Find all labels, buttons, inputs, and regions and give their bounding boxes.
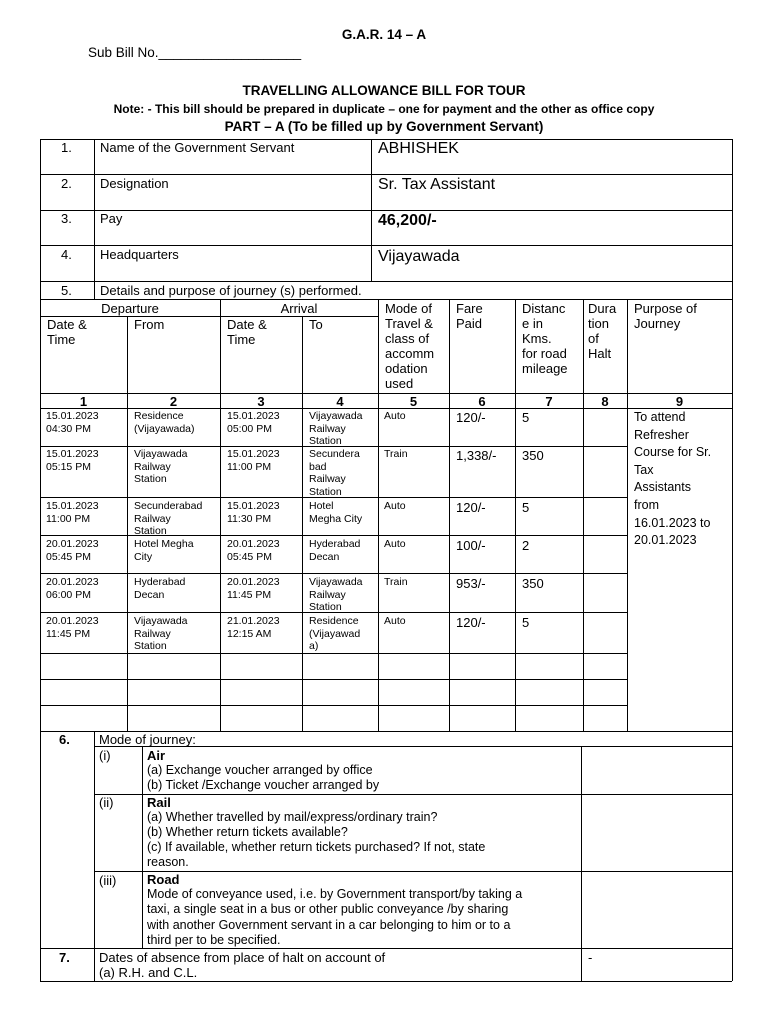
header-duration: Dura tion of Halt: [588, 301, 617, 361]
employee-pay: 46,200/-: [378, 212, 437, 229]
arrival-datetime: 15.01.2023 11:30 PM: [227, 500, 280, 525]
departure-datetime: 20.01.2023 11:45 PM: [46, 615, 99, 640]
field-number: 3.: [61, 211, 72, 226]
column-number: 8: [601, 394, 609, 409]
departure-from: Residence (Vijayawada): [134, 410, 195, 435]
departure-from: Vijayawada Railway Station: [134, 448, 188, 486]
column-number: 5: [409, 394, 418, 409]
journey-purpose: To attend Refresher Course for Sr. Tax Assistants from 16.01.2023 to 20.01.2023: [634, 410, 712, 548]
absence-label: Dates of absence from place of halt on account of: [99, 950, 386, 965]
absence-value: -: [588, 950, 593, 965]
departure-datetime: 20.01.2023 05:45 PM: [46, 538, 99, 563]
arrival-to: Hotel Megha City: [309, 500, 363, 525]
fare-paid: 100/-: [456, 538, 486, 553]
header-fare: Fare Paid: [456, 301, 483, 331]
departure-from: Hotel Megha City: [134, 538, 194, 563]
mode-air-item-a: (a) Exchange voucher arranged by office: [147, 763, 373, 777]
travel-mode: Train: [384, 448, 408, 460]
arrival-to: Residence (Vijayawad a): [309, 615, 361, 653]
journey-number: 5.: [61, 283, 72, 298]
arrival-datetime: 15.01.2023 05:00 PM: [227, 410, 280, 435]
travel-mode: Auto: [384, 500, 406, 512]
header-arrival-date: Date & Time: [227, 317, 267, 347]
travel-mode: Auto: [384, 615, 406, 627]
fare-paid: 120/-: [456, 500, 486, 515]
header-to: To: [309, 317, 323, 332]
mode-rail-item-a: (a) Whether travelled by mail/express/ordinary train?: [147, 810, 438, 824]
departure-datetime: 20.01.2023 06:00 PM: [46, 576, 99, 601]
travel-mode: Auto: [384, 410, 406, 422]
header-distance: Distanc e in Kms. for road mileage: [522, 301, 568, 376]
field-label: Headquarters: [100, 247, 179, 262]
arrival-to: Vijayawada Railway Station: [309, 576, 363, 614]
column-number: 6: [478, 394, 486, 409]
distance-km: 2: [522, 538, 530, 553]
column-number: 9: [675, 394, 684, 409]
arrival-to: Hyderabad Decan: [309, 538, 361, 563]
mode-air-title: Air: [147, 748, 166, 763]
field-label: Designation: [100, 176, 169, 191]
distance-km: 5: [522, 615, 530, 630]
mode-of-journey-number: 6.: [59, 732, 70, 747]
form-number: G.A.R. 14 – A: [341, 27, 427, 42]
travel-mode: Auto: [384, 538, 406, 550]
bill-title: TRAVELLING ALLOWANCE BILL FOR TOUR: [242, 83, 526, 98]
bill-note: Note: - This bill should be prepared in duplicate – one for payment and the other as office copy: [113, 102, 655, 116]
employee-headquarters: Vijayawada: [378, 248, 460, 265]
fare-paid: 120/-: [456, 615, 486, 630]
column-number: 7: [545, 394, 553, 409]
arrival-to: Vijayawada Railway Station: [309, 410, 363, 448]
distance-km: 5: [522, 500, 530, 515]
arrival-datetime: 20.01.2023 05:45 PM: [227, 538, 280, 563]
arrival-datetime: 21.01.2023 12:15 AM: [227, 615, 280, 640]
departure-from: Hyderabad Decan: [134, 576, 186, 601]
departure-datetime: 15.01.2023 05:15 PM: [46, 448, 99, 473]
mode-road-title: Road: [147, 872, 180, 887]
field-label: Pay: [100, 211, 123, 226]
field-label: Name of the Government Servant: [100, 140, 295, 155]
header-from: From: [134, 317, 165, 332]
departure-from: Vijayawada Railway Station: [134, 615, 188, 653]
departure-datetime: 15.01.2023 04:30 PM: [46, 410, 99, 435]
employee-name: ABHISHEK: [378, 140, 459, 157]
mode-of-journey-label: Mode of journey:: [99, 732, 196, 747]
fare-paid: 120/-: [456, 410, 486, 425]
arrival-datetime: 20.01.2023 11:45 PM: [227, 576, 280, 601]
header-purpose: Purpose of Journey: [634, 301, 697, 331]
mode-rail-item-b: (b) Whether return tickets available?: [147, 825, 348, 839]
travel-mode: Train: [384, 576, 408, 588]
mode-rail-number: (ii): [99, 795, 114, 810]
employee-designation: Sr. Tax Assistant: [378, 176, 496, 193]
absence-sub-item: (a) R.H. and C.L.: [99, 965, 198, 980]
column-number: 1: [79, 394, 88, 409]
absence-number: 7.: [59, 950, 70, 965]
distance-km: 350: [522, 576, 544, 591]
distance-km: 350: [522, 448, 544, 463]
column-number: 2: [169, 394, 178, 409]
distance-km: 5: [522, 410, 530, 425]
part-a-heading: PART – A (To be filled up by Government Servant): [224, 119, 544, 134]
sub-bill-number: Sub Bill No.___________________: [88, 45, 302, 60]
departure-group-header: Departure: [101, 301, 159, 316]
field-number: 1.: [61, 140, 72, 155]
mode-rail-title: Rail: [147, 795, 171, 810]
mode-air-item-b: (b) Ticket /Exchange voucher arranged by: [147, 778, 380, 792]
mode-road-number: (iii): [99, 873, 117, 888]
arrival-to: Secundera bad Railway Station: [309, 448, 360, 498]
departure-from: Secunderabad Railway Station: [134, 500, 203, 538]
column-number: 4: [336, 394, 344, 409]
header-departure-date: Date & Time: [47, 317, 87, 347]
field-number: 4.: [61, 247, 72, 262]
arrival-datetime: 15.01.2023 11:00 PM: [227, 448, 280, 473]
column-number: 3: [257, 394, 265, 409]
mode-road-description: Mode of conveyance used, i.e. by Government transport/by taking a taxi, a single seat in a bus or other public conveyance /by sharing with another Government servant in a car belonging to him or to a third per to be specified.: [147, 887, 523, 948]
field-number: 2.: [61, 176, 72, 191]
fare-paid: 1,338/-: [456, 448, 497, 463]
header-mode: Mode of Travel & class of accomm odation used: [385, 301, 435, 391]
departure-datetime: 15.01.2023 11:00 PM: [46, 500, 99, 525]
mode-air-number: (i): [99, 748, 111, 763]
journey-label: Details and purpose of journey (s) performed.: [100, 283, 362, 298]
fare-paid: 953/-: [456, 576, 486, 591]
mode-rail-item-c: (c) If available, whether return tickets purchased? If not, state reason.: [147, 840, 486, 870]
arrival-group-header: Arrival: [280, 301, 318, 316]
